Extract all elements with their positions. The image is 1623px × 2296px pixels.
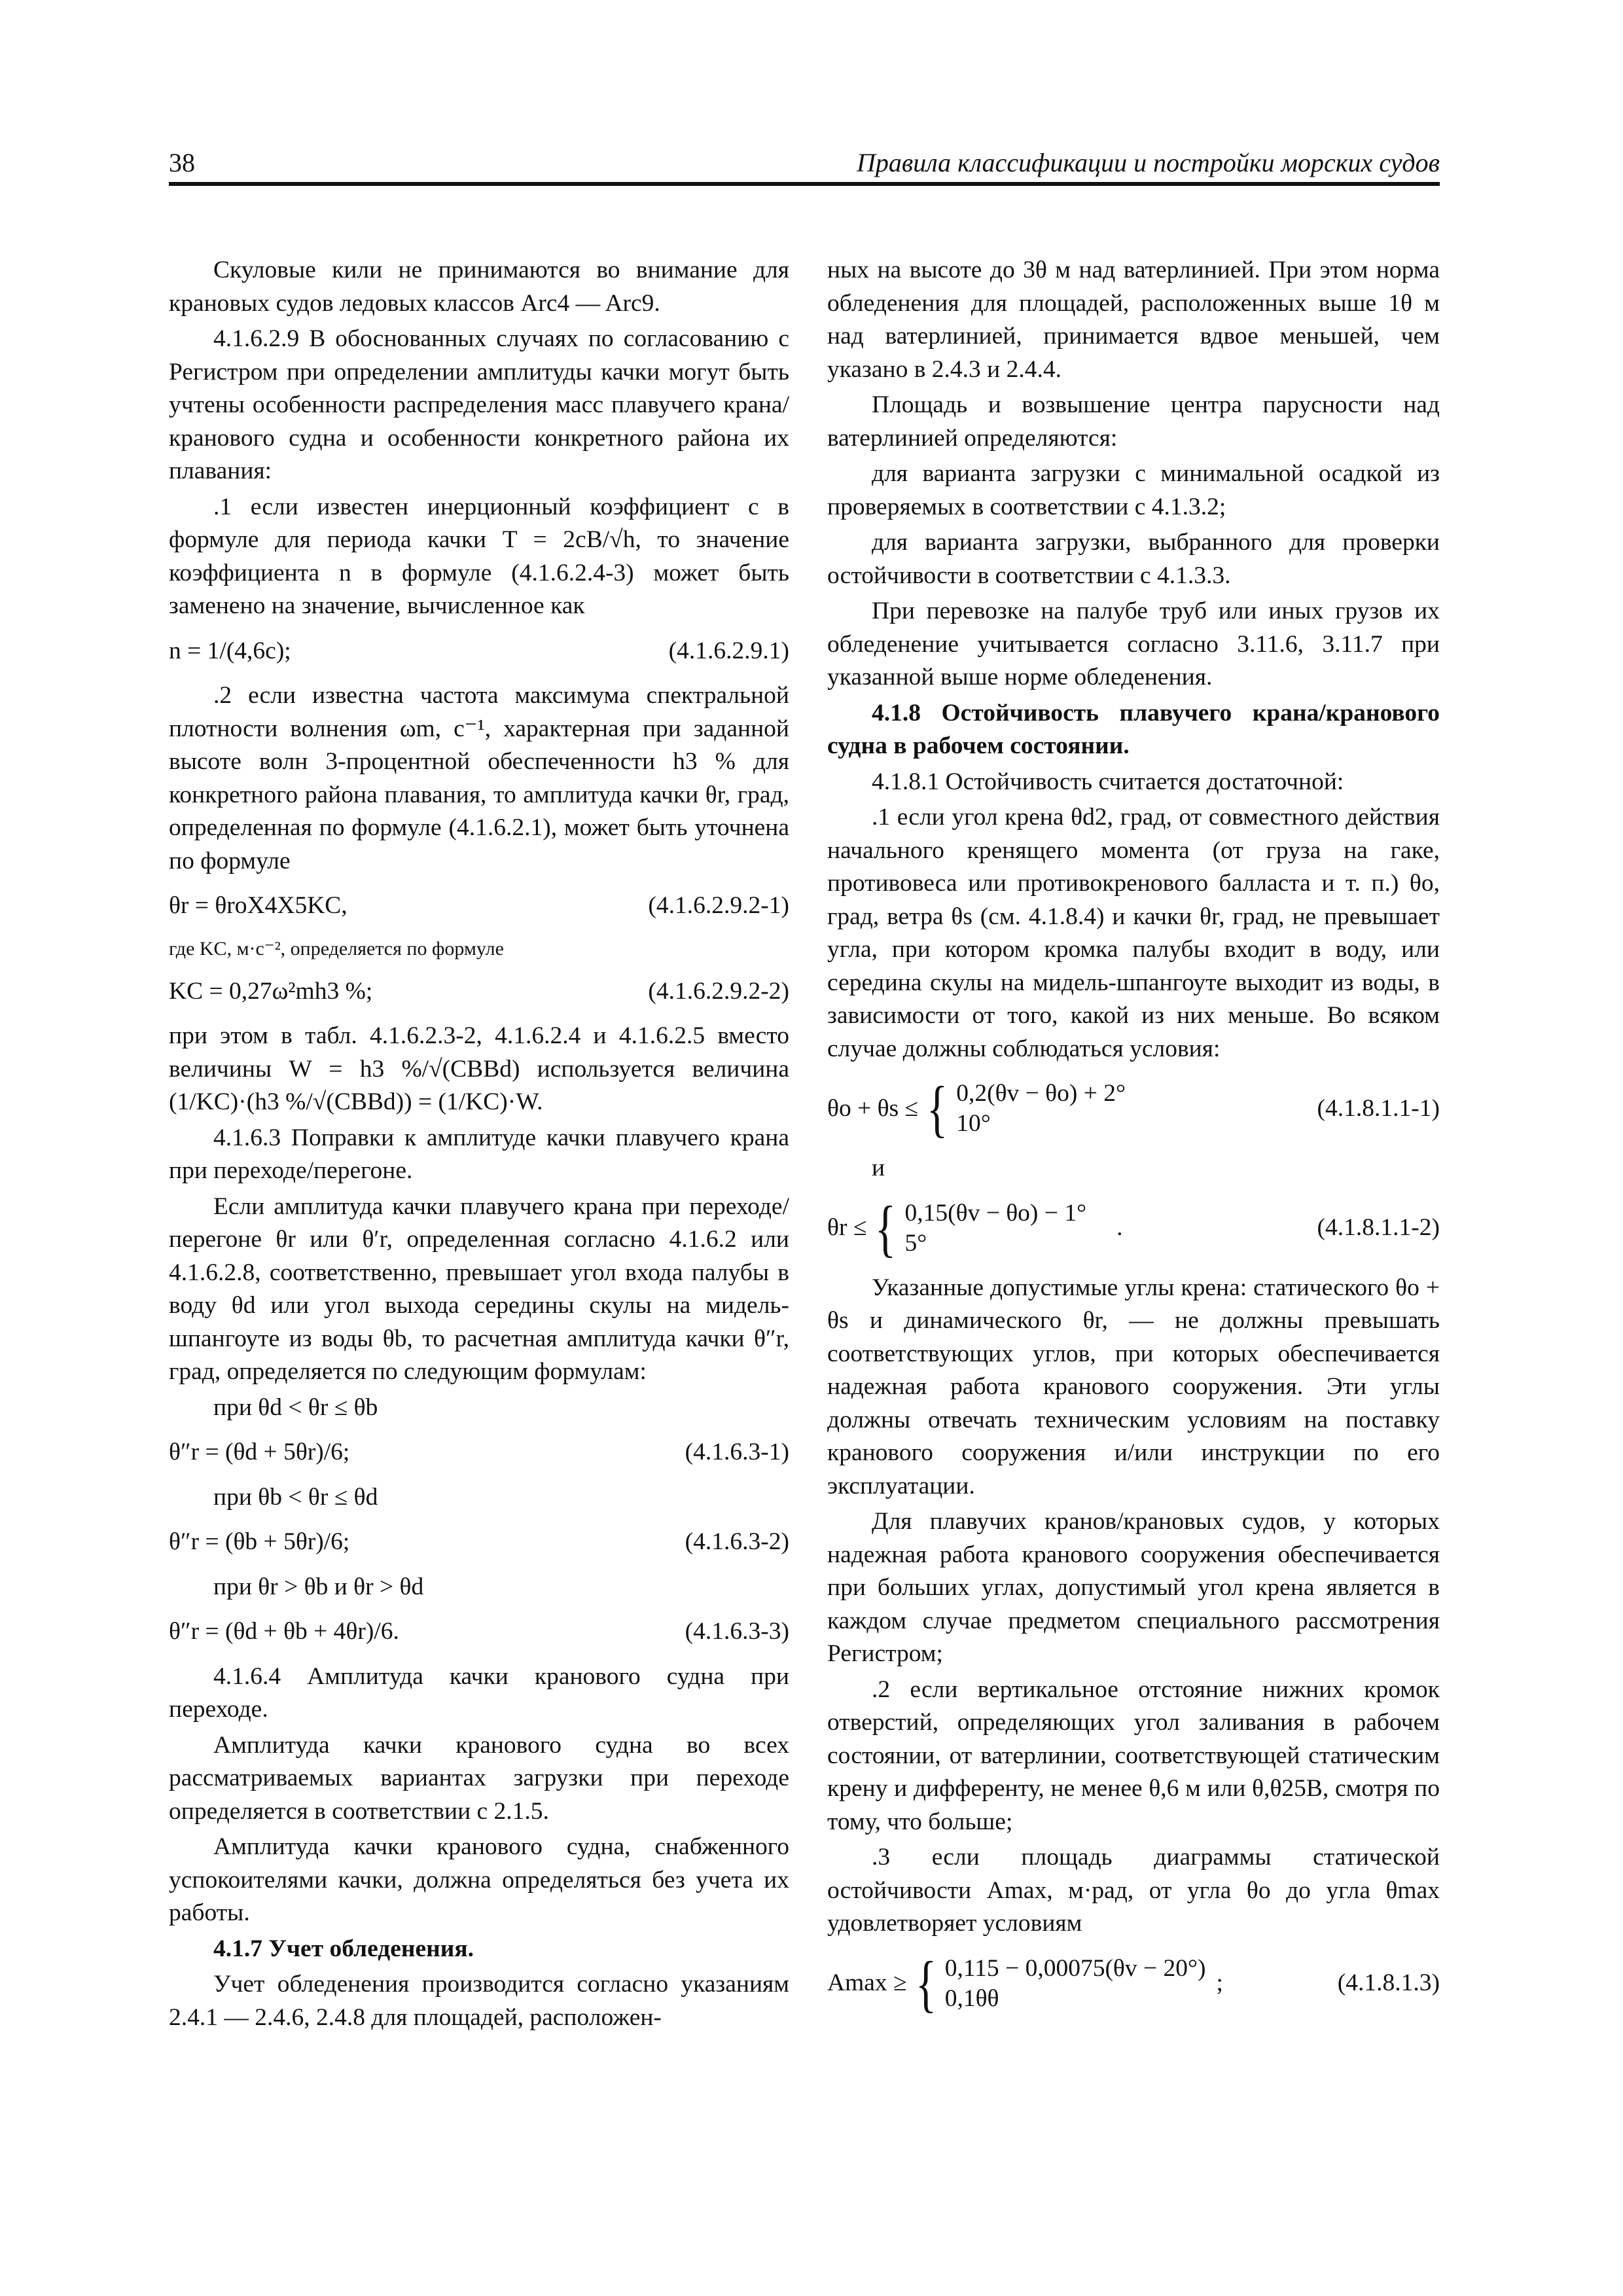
running-title: Правила классификации и постройки морских судов [856, 148, 1440, 177]
paragraph: .2 если вертикальное отстояние нижних кромок отверстий, определяющих угол заливания в рабочем состоянии, от ватерлинии, соответствующей статическим крену и дифференту, не менее θ,6 м или θ,θ25B, смотря по тому, что больше; [827, 1676, 1440, 1835]
paragraph: Площадь и возвышение центра парусности над ватерлинией определяются: [827, 391, 1440, 452]
formula-tail: . [1116, 1214, 1123, 1242]
formula-row [169, 1526, 789, 1559]
formula-row [827, 1193, 1440, 1263]
formula-row [827, 1948, 1440, 2018]
paragraph: Указанные допустимые углы крена: статического θo + θs и динамического θr, — не должны превышать соответствующих углов, при которых обеспечивается надежная работа кранового сооружения. Эти углы должны отвечать техническим условиям на поставку кранового сооружения и/или инструкции по его эксплуатации. [827, 1274, 1440, 1499]
left-brace-glyph: { [875, 1193, 897, 1263]
formula-row [827, 1073, 1440, 1143]
paragraph: .1 если известен инерционный коэффициент c в формуле для периода качки T = 2cB/√h, то значение коэффициента n в формуле (4.1.6.2.4-3) может быть заменено на значение, вычисленное как [169, 493, 789, 619]
formula-number: (4.1.6.3-1) [685, 1439, 789, 1465]
formula-number: (4.1.6.2.9.1) [668, 637, 789, 664]
formula-lhs: Amax ≥ [827, 1969, 907, 1997]
formula-number: (4.1.8.1.1-2) [1317, 1214, 1440, 1242]
paragraph: для варианта загрузки, выбранного для проверки остойчивости в соответствии с 4.1.3.3. [827, 529, 1440, 589]
formula-lhs: θr ≤ [827, 1214, 867, 1242]
condition: при θr > θb и θr > θd [213, 1573, 424, 1600]
formula-row [169, 889, 789, 923]
formula-number: (4.1.6.3-3) [685, 1618, 789, 1645]
formula: θ″r = (θb + 5θr)/6; [169, 1528, 350, 1555]
formula-case: 5° [904, 1229, 927, 1257]
paragraph: Скуловые кили не принимаются во внимание для крановых судов ледовых классов Arc4 — Arc9. [169, 257, 789, 317]
paragraph: .2 если известна частота максимума спектральной плотности волнения ωm, c⁻¹, характерная при заданной высоте волн 3-процентной обеспеченности h3 % для конкретного района плавания, то амплитуда качки θr, град, определенная по формуле (4.1.6.2.1), может быть уточнена по формуле [169, 682, 789, 874]
section-heading: 4.1.6.4 Амплитуда качки кранового судна при переходе. [169, 1662, 789, 1723]
formula-case: 0,115 − 0,00075(θv − 20°) [944, 1954, 1206, 1982]
running-header [169, 143, 1440, 186]
formula-case: 0,2(θv − θo) + 2° [956, 1080, 1126, 1107]
section-heading: 4.1.6.3 Поправки к амплитуде качки плавучего крана при переходе/перегоне. [169, 1124, 789, 1184]
section-heading: 4.1.7 Учет обледенения. [213, 1935, 474, 1962]
paragraph: При перевозке на палубе труб или иных грузов их обледенение учитывается согласно 3.11.6, 3.11.7 при указанной выше норме обледенения. [827, 598, 1440, 691]
formula-number: (4.1.6.2.9.2-1) [648, 892, 789, 919]
formula: θ″r = (θd + θb + 4θr)/6. [169, 1618, 399, 1645]
left-column [169, 254, 789, 2037]
formula-note: где KC, м·с⁻², определяется по формуле [169, 937, 504, 960]
right-column [827, 254, 1440, 2027]
formula: θr = θroX4X5KC, [169, 892, 348, 919]
paragraph: Для плавучих кранов/крановых судов, у которых надежная работа кранового сооружения обеспечивается при больших углах, допустимый угол крена является в каждом случае предметом специального рассмотрения Регистром; [827, 1508, 1440, 1667]
formula-number: (4.1.8.1.3) [1337, 1969, 1440, 1997]
conjunction: и [872, 1155, 885, 1181]
formula-case: 0,1θθ [944, 1984, 999, 2012]
section-heading: 4.1.8 Остойчивость плавучего крана/кранового судна в рабочем состоянии. [827, 699, 1440, 759]
condition: при θb < θr ≤ θd [213, 1483, 378, 1511]
page-number: 38 [169, 148, 195, 177]
formula-number: (4.1.6.2.9.2-2) [648, 977, 789, 1005]
formula: n = 1/(4,6c); [169, 637, 291, 664]
paragraph: ных на высоте до 3θ м над ватерлинией. При этом норма обледенения для площадей, расположенных выше 1θ м над ватерлинией, принимается вдвое меньшей, чем указано в 2.4.3 и 2.4.4. [827, 257, 1440, 383]
paragraph: .3 если площадь диаграммы статической остойчивости Amax, м·рад, от угла θo до угла θmax удовлетворяет условиям [827, 1844, 1440, 1937]
formula-case: 10° [956, 1110, 991, 1137]
formula: KC = 0,27ω²mh3 %; [169, 977, 373, 1005]
formula-case: 0,15(θv − θo) − 1° [904, 1199, 1087, 1227]
paragraph: Если амплитуда качки плавучего крана при переходе/перегоне θr или θ′r, определенная согласно 4.1.6.2 или 4.1.6.2.8, соответственно, превышает угол входа палубы в воду θd или угол выхода середины скулы на мидель-шпангоуте из воды θb, то расчетная амплитуда качки θ″r, град, определяется по следующим формулам: [169, 1193, 789, 1385]
paragraph: Амплитуда качки кранового судна, снабженного успокоителями качки, должна определяться без учета их работы. [169, 1833, 789, 1926]
formula-row [169, 1436, 789, 1469]
formula-row [169, 1615, 789, 1649]
paragraph: Учет обледенения производится согласно указаниям 2.4.1 — 2.4.6, 2.4.8 для площадей, расположен- [169, 1971, 789, 2031]
formula-number: (4.1.8.1.1-1) [1317, 1094, 1440, 1122]
formula [827, 1193, 1123, 1263]
paragraph: .1 если угол крена θd2, град, от совместного действия начального кренящего момента (от груза на гаке, противовеса или противокренового балласта и т. п.) θo, град, ветра θs (см. 4.1.8.4) и качки θr, град, не превышает угла, при котором кромка палубы входит в воду, или середина скулы на мидель-шпангоуте выходит из воды, в зависимости от того, какой из них меньше. Во всяком случае должны соблюдаться условия: [827, 804, 1440, 1062]
left-brace-glyph: { [927, 1073, 948, 1143]
paragraph: при этом в табл. 4.1.6.2.3-2, 4.1.6.2.4 и 4.1.6.2.5 вместо величины W = h3 %/√(CBBd) используется величина (1/KC)·(h3 %/√(CBBd)) = (1/KC)·W. [169, 1022, 789, 1115]
formula-lhs: θo + θs ≤ [827, 1094, 919, 1122]
condition: при θd < θr ≤ θb [213, 1393, 378, 1421]
formula-row [169, 635, 789, 668]
formula-number: (4.1.6.3-2) [685, 1528, 789, 1555]
paragraph: 4.1.8.1 Остойчивость считается достаточной: [872, 768, 1344, 795]
formula [827, 1073, 1126, 1143]
left-brace-glyph: { [915, 1948, 936, 2018]
paragraph: Амплитуда качки кранового судна во всех рассматриваемых вариантах загрузки при переходе определяется в соответствии с 2.1.5. [169, 1731, 789, 1825]
paragraph: для варианта загрузки с минимальной осадкой из проверяемых в соответствии с 4.1.3.2; [827, 460, 1440, 520]
paragraph: 4.1.6.2.9 В обоснованных случаях по согласованию с Регистром при определении амплитуды качки могут быть учтены особенности распределения масс плавучего крана/кранового судна и особенности конкретного района их плавания: [169, 325, 789, 484]
formula [827, 1948, 1223, 2018]
formula-row [169, 975, 789, 1009]
formula: θ″r = (θd + 5θr)/6; [169, 1439, 350, 1465]
formula-tail: ; [1216, 1969, 1223, 1997]
